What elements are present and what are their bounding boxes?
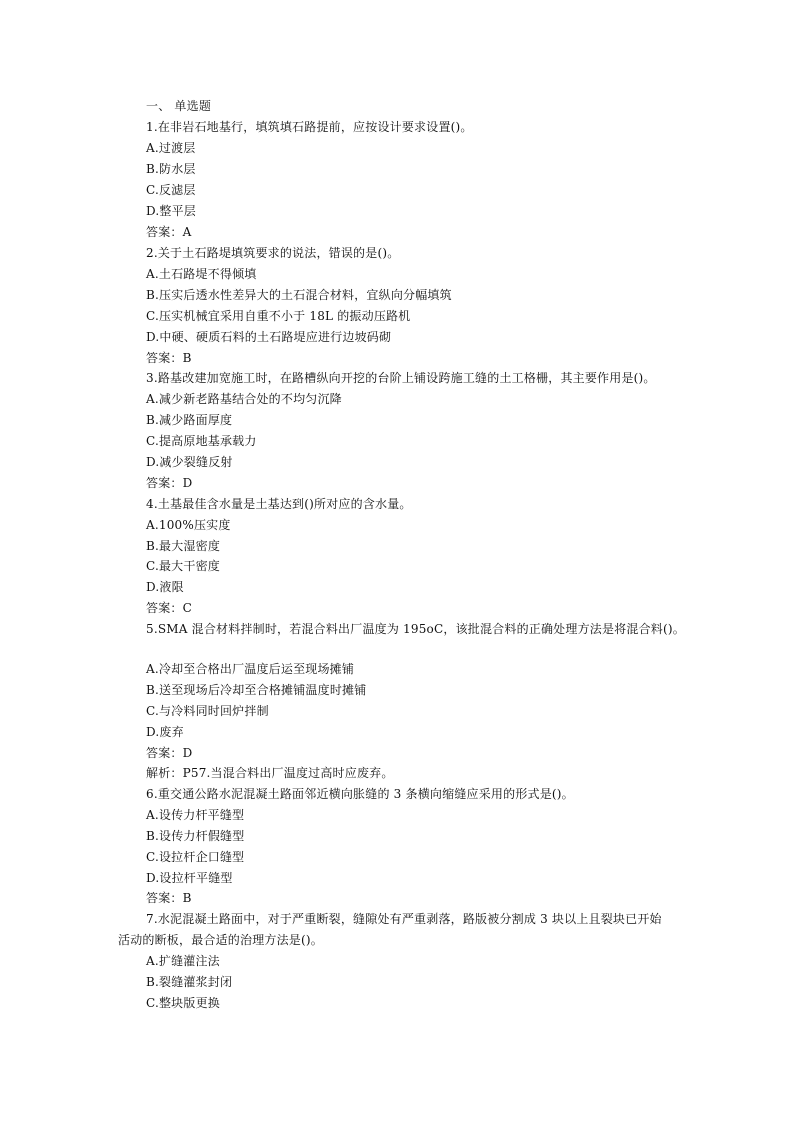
question-3-stem: 3.路基改建加宽施工时，在路槽纵向开挖的台阶上铺设跨施工缝的土工格栅，其主要作用是()。 xyxy=(146,371,656,385)
question-7-option-b: B.裂缝灌浆封闭 xyxy=(146,975,233,989)
question-4-option-b: B.最大湿密度 xyxy=(146,539,221,553)
question-3-option-a: A.减少新老路基结合处的不均匀沉降 xyxy=(146,392,342,406)
question-5-option-d: D.废弃 xyxy=(146,725,184,739)
question-2-option-c: C.压实机械宜采用自重不小于 18L 的振动压路机 xyxy=(146,309,411,323)
question-7-stem-line-2: 活动的断板，最合适的治理方法是()。 xyxy=(118,933,323,947)
question-4-option-c: C.最大干密度 xyxy=(146,559,220,573)
question-6-option-d: D.设拉杆平缝型 xyxy=(146,871,233,885)
question-3-answer: 答案：D xyxy=(146,476,193,490)
question-6-stem: 6.重交通公路水泥混凝土路面邻近横向胀缝的 3 条横向缩缝应采用的形式是()。 xyxy=(146,787,574,801)
question-1-answer: 答案：A xyxy=(146,225,192,239)
question-5-option-c: C.与冷料同时回炉拌制 xyxy=(146,704,269,718)
question-2-answer: 答案：B xyxy=(146,351,192,365)
question-2-option-a: A.土石路堤不得倾填 xyxy=(146,267,257,281)
question-3-option-d: D.减少裂缝反射 xyxy=(146,455,233,469)
question-2-stem: 2.关于土石路堤填筑要求的说法，错误的是()。 xyxy=(146,246,400,260)
question-3-option-c: C.提高原地基承载力 xyxy=(146,434,257,448)
question-7-option-a: A.扩缝灌注法 xyxy=(146,954,220,968)
question-2-option-d: D.中硬、硬质石料的土石路堤应进行边坡码砌 xyxy=(146,330,392,344)
question-5-option-b: B.送至现场后冷却至合格摊铺温度时摊铺 xyxy=(146,683,367,697)
question-5-stem: 5.SMA 混合材料拌制时，若混合料出厂温度为 195oC，该批混合料的正确处理方法是将混合料()。 xyxy=(146,622,685,636)
question-1-option-c: C.反滤层 xyxy=(146,183,196,197)
section-title: 一、 单选题 xyxy=(146,99,212,113)
question-7-stem-line-1: 7.水泥混凝土路面中，对于严重断裂，缝隙处有严重剥落，路版被分割成 3 块以上且裂块已开始 xyxy=(146,912,662,926)
question-1-option-b: B.防水层 xyxy=(146,162,196,176)
question-2-option-b: B.压实后透水性差异大的土石混合材料，宜纵向分幅填筑 xyxy=(146,288,452,302)
question-1-stem: 1.在非岩石地基行，填筑填石路提前，应按设计要求设置()。 xyxy=(146,120,473,134)
question-6-option-a: A.设传力杆平缝型 xyxy=(146,808,245,822)
question-5-analysis: 解析：P57.当混合料出厂温度过高时应废弃。 xyxy=(146,766,394,780)
question-6-option-c: C.设拉杆企口缝型 xyxy=(146,850,245,864)
question-5-option-a: A.冷却至合格出厂温度后运至现场摊铺 xyxy=(146,662,355,676)
question-5-answer: 答案：D xyxy=(146,746,193,760)
question-3-option-b: B.减少路面厚度 xyxy=(146,413,233,427)
question-1-option-d: D.整平层 xyxy=(146,204,197,218)
question-4-option-a: A.100%压实度 xyxy=(146,518,231,532)
question-4-stem: 4.土基最佳含水量是土基达到()所对应的含水量。 xyxy=(146,497,412,511)
question-7-option-c: C.整块版更换 xyxy=(146,996,220,1010)
question-4-option-d: D.液限 xyxy=(146,580,184,594)
question-4-answer: 答案：C xyxy=(146,601,192,615)
question-6-option-b: B.设传力杆假缝型 xyxy=(146,829,245,843)
question-6-answer: 答案：B xyxy=(146,891,192,905)
question-1-option-a: A.过渡层 xyxy=(146,141,196,155)
